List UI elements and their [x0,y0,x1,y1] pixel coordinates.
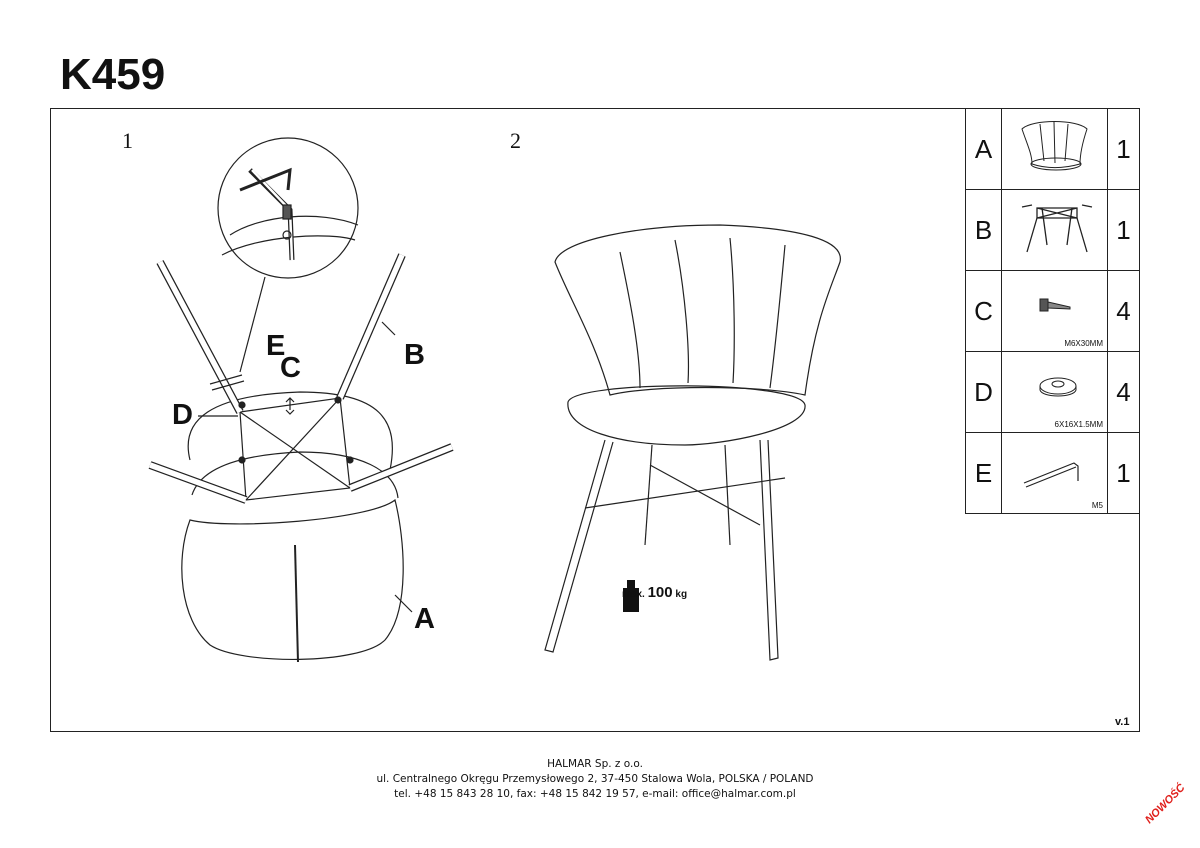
part-qty: 4 [1108,271,1140,352]
part-seat-picture [1002,109,1108,190]
label-B: B [404,339,425,371]
label-E: E [266,330,286,362]
parts-row-e [966,433,1140,514]
part-frame-picture [1002,190,1108,271]
washer-icon [1002,352,1107,427]
part-spec: M5 [1091,501,1103,510]
max-load-unit: kg [675,589,688,600]
seat-upturned-illustration [182,392,403,662]
part-qty: 1 [1108,109,1140,190]
detail-magnifier [218,138,358,372]
allen-key-icon [1002,433,1107,508]
footer [0,757,1190,802]
footer-contact: tel. +48 15 843 28 10, fax: +48 15 842 19 57, e-mail: office@halmar.com.pl [394,788,796,800]
screw-icon [1002,271,1107,346]
part-allen-key-picture [1002,433,1108,514]
part-washer-picture [1002,352,1108,433]
part-letter: A [966,109,1002,190]
part-letter: E [966,433,1002,514]
step-number-2: 2 [510,128,521,153]
step-number-1: 1 [122,128,133,153]
footer-address: ul. Centralnego Okręgu Przemysłowego 2, 37-450 Stalowa Wola, POLSKA / POLAND [376,773,814,785]
max-load-prefix: max. [622,589,645,600]
part-spec: 6X16X1.5MM [1054,420,1103,429]
label-D: D [172,399,193,431]
seat-icon [1002,109,1107,184]
part-letter: D [966,352,1002,433]
part-qty: 1 [1108,190,1140,271]
max-load-value: 100 [647,584,673,601]
part-qty: 4 [1108,352,1140,433]
new-badge: NOWOŚĆ [1143,781,1188,827]
part-spec: M6X30MM [1064,339,1103,348]
footer-company: HALMAR Sp. z o.o. [547,758,643,770]
parts-row-c [966,271,1140,352]
version-label: v.1 [1115,716,1130,728]
part-letter: B [966,190,1002,271]
parts-row-d [966,352,1140,433]
part-screw-picture [1002,271,1108,352]
max-load-label [622,584,687,601]
frame-icon [1002,190,1107,265]
parts-row-b [966,190,1140,271]
frame-upturned-illustration [150,255,452,612]
assembled-chair-illustration [545,225,840,660]
parts-row-a [966,109,1140,190]
part-letter: C [966,271,1002,352]
document-title: K459 [60,50,166,99]
parts-list-table [965,108,1140,514]
label-A: A [414,603,435,635]
part-qty: 1 [1108,433,1140,514]
label-C: C [280,352,301,384]
